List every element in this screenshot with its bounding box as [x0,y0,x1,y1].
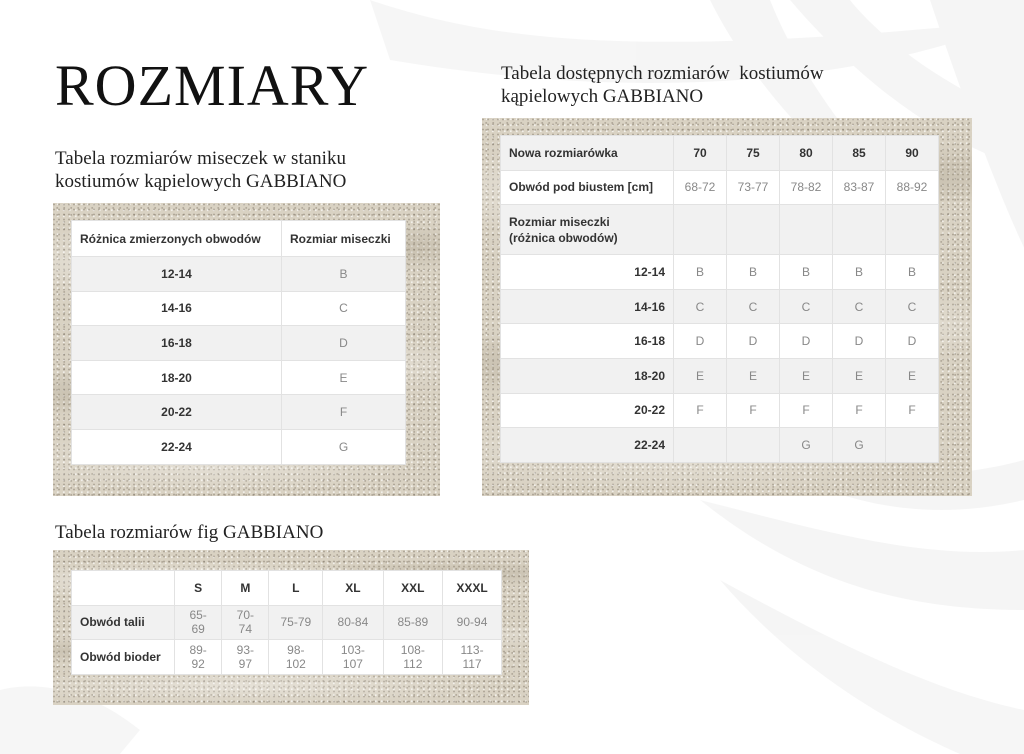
hips-value: 103-107 [323,640,383,675]
briefs-table-caption: Tabela rozmiarów fig GABBIANO [55,522,324,543]
hips-value: 98-102 [269,640,323,675]
table-row [501,255,939,290]
underbust-value: 68-72 [674,170,727,205]
underbust-value: 73-77 [727,170,780,205]
avail-cup-cell: D [780,324,833,359]
avail-diff-cell: 14-16 [501,289,674,324]
available-sizes-table [500,135,939,463]
cup-table-caption [55,147,346,193]
hips-value: 113-117 [443,640,502,675]
briefs-size-header: XL [323,571,383,606]
cup-diff-cell: 18-20 [72,360,282,395]
avail-cup-cell: E [674,358,727,393]
underbust-label: Obwód pod biustem [cm] [501,170,674,205]
hips-value: 108-112 [383,640,442,675]
column-size-70: 70 [674,136,727,171]
briefs-size-header: M [222,571,269,606]
available-caption-line-2: kąpielowych GABBIANO [501,86,704,107]
cup-size-label [501,205,674,255]
briefs-size-header: XXL [383,571,442,606]
avail-cup-cell: E [833,358,886,393]
briefs-size-table [71,570,502,675]
avail-cup-cell: B [674,255,727,290]
avail-cup-cell: D [674,324,727,359]
cup-value-cell: G [282,429,406,464]
waist-value: 70-74 [222,605,269,640]
underbust-value: 78-82 [780,170,833,205]
avail-cup-cell: E [727,358,780,393]
cup-size-label-line-1: Rozmiar miseczki [509,214,610,229]
hips-label: Obwód bioder [72,640,175,675]
briefs-size-header: XXXL [443,571,502,606]
cup-caption-line-1: Tabela rozmiarów miseczek w staniku [55,148,346,169]
table-row [501,170,939,205]
table-row [501,289,939,324]
avail-cup-cell: E [886,358,939,393]
cup-value-cell: E [282,360,406,395]
available-caption-line-1: Tabela dostępnych rozmiarów kostiumów [501,63,824,84]
cup-header-cup: Rozmiar miseczki [282,221,406,257]
briefs-size-header: L [269,571,323,606]
cup-size-table [71,220,406,465]
cup-diff-cell: 22-24 [72,429,282,464]
waist-value: 85-89 [383,605,442,640]
cup-diff-cell: 12-14 [72,257,282,292]
table-row [72,360,406,395]
waist-value: 65-69 [175,605,222,640]
avail-cup-cell: F [886,393,939,428]
table-row [72,395,406,430]
avail-cup-cell: D [833,324,886,359]
cup-caption-line-2: kostiumów kąpielowych GABBIANO [55,171,347,192]
cup-value-cell: B [282,257,406,292]
waist-value: 80-84 [323,605,383,640]
table-row [501,428,939,463]
table-row [72,605,502,640]
available-table-caption [501,62,824,108]
underbust-value: 88-92 [886,170,939,205]
table-row [501,205,939,255]
avail-cup-cell: E [780,358,833,393]
avail-cup-cell: F [727,393,780,428]
avail-cup-cell: C [886,289,939,324]
avail-cup-cell: C [833,289,886,324]
avail-cup-cell: C [674,289,727,324]
avail-cup-cell: C [780,289,833,324]
cup-value-cell: C [282,291,406,326]
avail-cup-cell: C [727,289,780,324]
cup-diff-cell: 16-18 [72,326,282,361]
briefs-size-header: S [175,571,222,606]
avail-cup-cell: F [833,393,886,428]
column-size-75: 75 [727,136,780,171]
avail-diff-cell: 18-20 [501,358,674,393]
avail-cup-cell [886,428,939,463]
avail-cup-cell [727,428,780,463]
column-size-85: 85 [833,136,886,171]
table-row [72,640,502,675]
header-new-sizing: Nowa rozmiarówka [501,136,674,171]
avail-cup-cell: B [833,255,886,290]
cup-value-cell: F [282,395,406,430]
table-row [72,326,406,361]
table-row [501,393,939,428]
avail-cup-cell: G [780,428,833,463]
page-title: ROZMIARY [55,53,370,118]
table-row [72,291,406,326]
avail-cup-cell: D [886,324,939,359]
waist-label: Obwód talii [72,605,175,640]
table-row [501,324,939,359]
avail-cup-cell: B [780,255,833,290]
cup-value-cell: D [282,326,406,361]
cup-header-difference: Różnica zmierzonych obwodów [72,221,282,257]
table-row [72,257,406,292]
avail-cup-cell: B [727,255,780,290]
avail-cup-cell: G [833,428,886,463]
avail-diff-cell: 16-18 [501,324,674,359]
table-row [72,429,406,464]
avail-cup-cell [674,428,727,463]
avail-diff-cell: 20-22 [501,393,674,428]
cup-diff-cell: 20-22 [72,395,282,430]
column-size-80: 80 [780,136,833,171]
cup-size-label-line-2: (różnica obwodów) [509,230,618,245]
hips-value: 89-92 [175,640,222,675]
waist-value: 90-94 [443,605,502,640]
avail-diff-cell: 12-14 [501,255,674,290]
avail-cup-cell: D [727,324,780,359]
table-row [501,358,939,393]
column-size-90: 90 [886,136,939,171]
avail-cup-cell: F [674,393,727,428]
avail-diff-cell: 22-24 [501,428,674,463]
hips-value: 93-97 [222,640,269,675]
avail-cup-cell: F [780,393,833,428]
underbust-value: 83-87 [833,170,886,205]
waist-value: 75-79 [269,605,323,640]
cup-diff-cell: 14-16 [72,291,282,326]
avail-cup-cell: B [886,255,939,290]
